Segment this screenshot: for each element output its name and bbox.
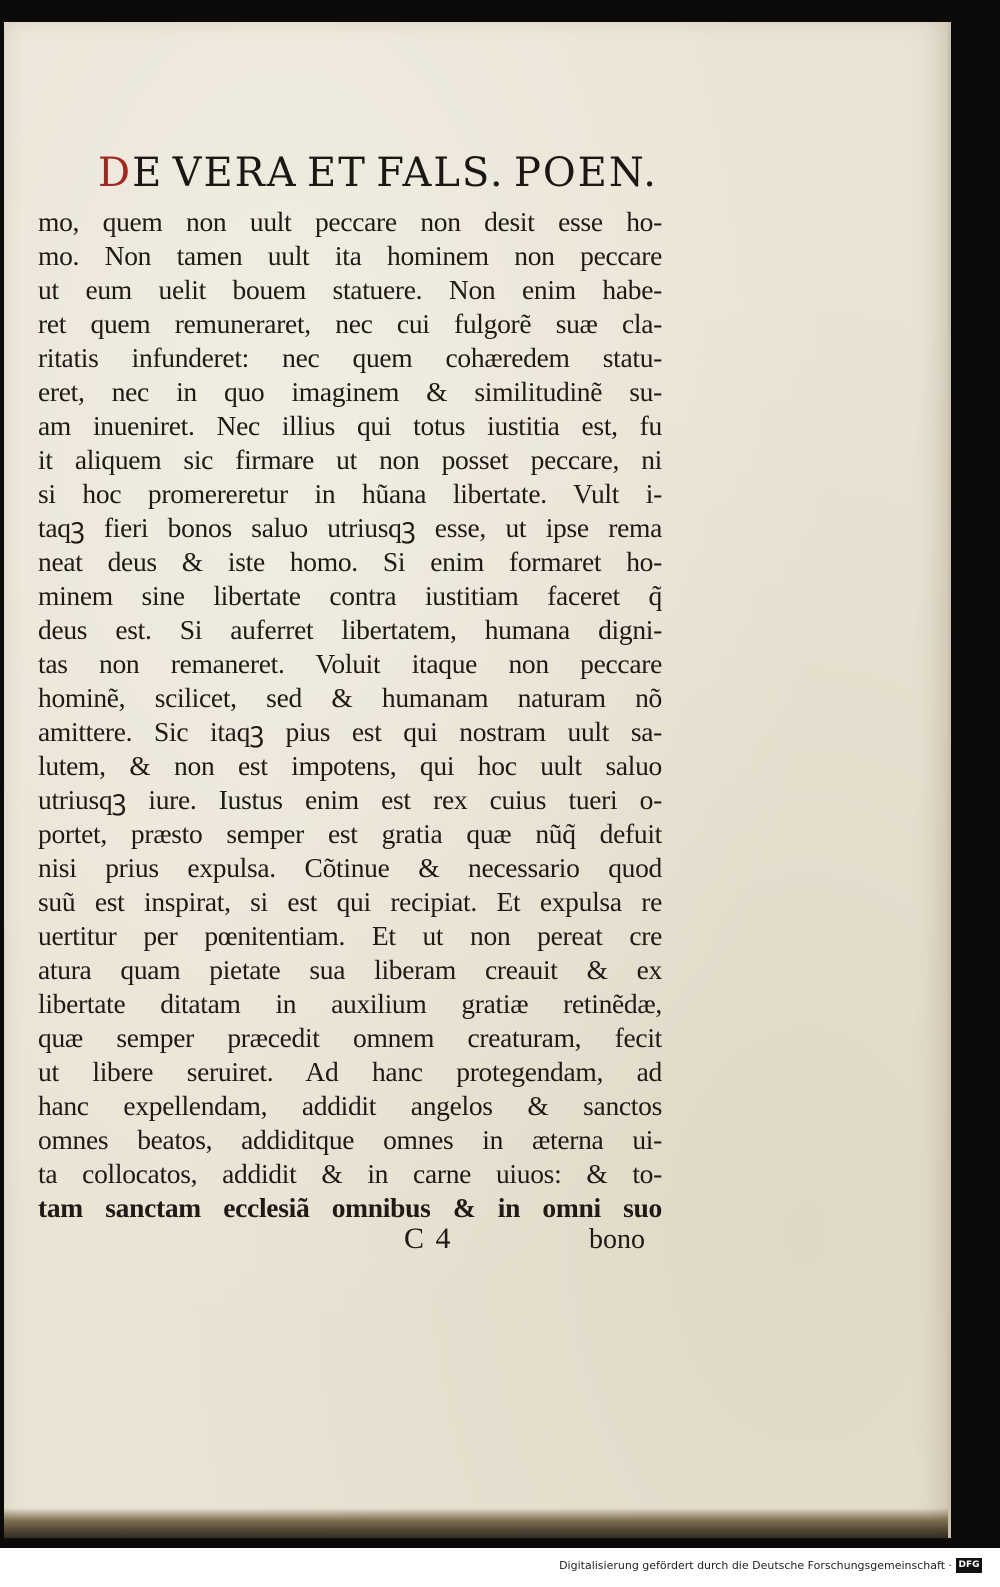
text-line: it aliquem sic firmare ut non posset peccare, ni: [38, 444, 662, 475]
running-head-word-1-rest: E: [132, 150, 164, 196]
page-footer: [4, 1222, 948, 1262]
text-line: ret quem remuneraret, nec cui fulgorẽ suæ cla-: [38, 308, 662, 339]
text-line: ritatis infunderet: nec quem cohæredem statu-: [38, 342, 662, 373]
text-line: mo. Non tamen uult ita hominem non peccare: [38, 240, 662, 271]
text-line: quæ semper præcedit omnem creaturam, fecit: [38, 1022, 662, 1053]
body-text: [38, 205, 662, 1225]
text-line: mo, quem non uult peccare non desit esse ho-: [38, 206, 662, 237]
text-line: libertate ditatam in auxilium gratiæ retinẽdæ,: [38, 988, 662, 1019]
text-line: deus est. Si auferret libertatem, humana digni-: [38, 614, 662, 645]
text-line: atura quam pietate sua liberam creauit & ex: [38, 954, 662, 985]
text-line: lutem, & non est impotens, qui hoc uult saluo: [38, 750, 662, 781]
text-line: portet, præsto semper est gratia quæ nũq̃ defuit: [38, 818, 662, 849]
text-line: tas non remaneret. Voluit itaque non peccare: [38, 648, 662, 679]
funding-credit: Digitalisierung gefördert durch die Deutsche Forschungsgemeinschaft ·: [559, 1559, 952, 1572]
credit-bar: [0, 1548, 1000, 1587]
dfg-logo-icon: DFG: [956, 1558, 982, 1573]
text-line: utriusqꝫ iure. Iustus enim est rex cuius tueri o-: [38, 784, 662, 815]
running-head: [98, 150, 658, 204]
text-line: tam sanctam ecclesiã omnibus & in omni suo: [38, 1192, 662, 1223]
book-page: [4, 22, 951, 1538]
text-line: ut libere seruiret. Ad hanc protegendam, ad: [38, 1056, 662, 1087]
text-line: hanc expellendam, addidit angelos & sanctos: [38, 1090, 662, 1121]
text-line: si hoc promereretur in hũana libertate. Vult i-: [38, 478, 662, 509]
running-head-word-2: VERA: [172, 150, 298, 196]
signature-mark: C 4: [404, 1222, 453, 1255]
text-line: suũ est inspirat, si est qui recipiat. Et expulsa re: [38, 886, 662, 917]
running-head-word-1: [98, 150, 163, 196]
text-line: nisi prius expulsa. Cõtinue & necessario quod: [38, 852, 662, 883]
text-line: ta collocatos, addidit & in carne uiuos: & to-: [38, 1158, 662, 1189]
text-line: uertitur per pœnitentiam. Et ut non pereat cre: [38, 920, 662, 951]
text-line: taqꝫ fieri bonos saluo utriusqꝫ esse, ut ipse rema: [38, 512, 662, 543]
text-line: neat deus & iste homo. Si enim formaret ho-: [38, 546, 662, 577]
text-line: am inueniret. Nec illius qui totus iustitia est, fu: [38, 410, 662, 441]
text-line: omnes beatos, addiditque omnes in æterna ui-: [38, 1124, 662, 1155]
running-head-word-4: FALS.: [376, 150, 505, 196]
text-line: minem sine libertate contra iustitiam faceret q̃: [38, 580, 662, 611]
text-line: amittere. Sic itaqꝫ pius est qui nostram uult sa-: [38, 716, 662, 747]
text-line: eret, nec in quo imaginem & similitudinẽ su-: [38, 376, 662, 407]
page-edge-shadow: [4, 1508, 948, 1540]
catchword: bono: [589, 1224, 645, 1255]
running-head-word-5: POEN.: [513, 150, 658, 196]
running-head-initial: D: [98, 150, 133, 196]
text-line: ut eum uelit bouem statuere. Non enim habe-: [38, 274, 662, 305]
text-line: hominẽ, scilicet, sed & humanam naturam nõ: [38, 682, 662, 713]
running-head-word-3: ET: [307, 150, 367, 196]
